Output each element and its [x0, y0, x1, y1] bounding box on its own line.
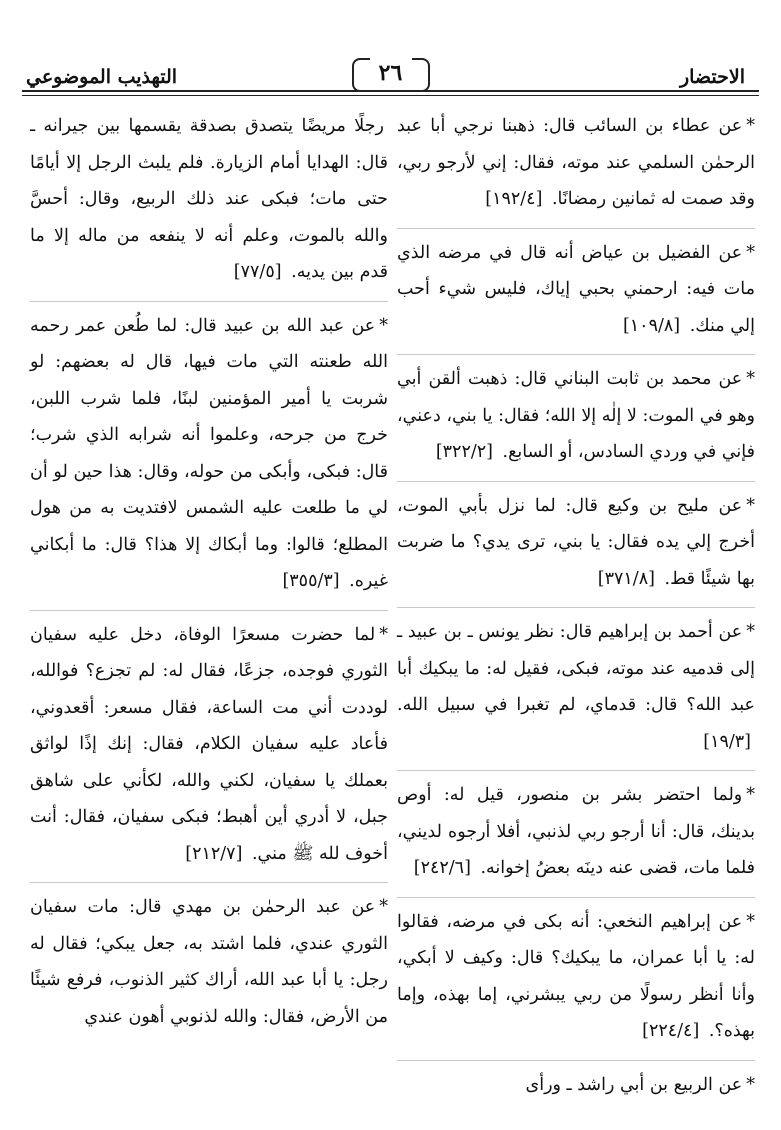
entry-star: *	[746, 369, 755, 389]
narration-entry	[397, 481, 755, 598]
entry-star: *	[746, 1074, 755, 1095]
page-number: ٢٦	[352, 56, 430, 90]
header-rule	[22, 90, 759, 92]
entry-reference: [٢٤٢/٦]	[413, 858, 471, 878]
entry-text: عن عطاء بن السائب قال: ذهبنا نرجي أبا عبد الرحمٰن السلمي عند موته، فقال: إني لأرجو ربي، وقد صمت له ثمانين رمضانًا.	[397, 116, 755, 209]
narration-entry	[30, 301, 388, 600]
entry-reference: [١٠٩/٨]	[622, 315, 681, 336]
narration-entry	[397, 897, 755, 1050]
entry-text: عن عبد الله بن عبيد قال: لما طُعن عمر رحمه الله طعنته التي مات فيها، قال له بعضهم: لو شربت يا أمير المؤمنين لبنًا، فلما شرب اللبن، خرج من جرحه، وعلموا أنه شرابه الذي شرب؛ قال: فبكى، وأبكى من حوله، وقال: هذا حين لو أن لي ما طلعت عليه الشمس لافتديت به من هول المطلع؛ قالوا: وما أبكاك إلا هذا؟ قال: ما أبكاني غيره.	[30, 315, 388, 591]
narration-entry	[30, 610, 388, 873]
chapter-title: الاحتضار	[679, 66, 745, 88]
entry-star: *	[746, 495, 755, 516]
narration-entry	[397, 354, 755, 471]
entry-star: *	[746, 911, 755, 932]
entry-reference: [٣٥٥/٣]	[282, 571, 340, 591]
entry-reference: [١٩/٣]	[703, 731, 751, 752]
entry-text: عن محمد بن ثابت البناني قال: ذهبت ألقن أبي وهو في الموت: لا إلٰه إلا الله؛ فقال: يا بني، دعني، فإني في وردي السادس، أو السابع.	[397, 369, 755, 462]
entry-star: *	[379, 315, 388, 336]
entry-reference: [٢١٢/٧]	[185, 843, 243, 864]
narration-entry	[30, 882, 388, 1035]
entry-reference: [٧٧/٥]	[233, 262, 282, 282]
narration-entry	[397, 607, 755, 760]
header-rule-thin	[22, 95, 759, 96]
entry-text: ولما احتضر بشر بن منصور، قيل له: أوص بدينك، قال: أنا أرجو ربي لذنبي، أفلا أرجوه لديني، فلما مات، قضى عنه دينَه بعضُ إخوانه.	[397, 785, 755, 878]
entry-text: عن مليح بن وكيع قال: لما نزل بأبي الموت، أخرج إلي يده فقال: يا بني، ترى يدي؟ ما ضربت بها شيئًا قط.	[397, 495, 755, 589]
entry-star: *	[379, 897, 388, 917]
narration-entry	[397, 108, 755, 218]
entry-reference: [٣٢٢/٢]	[435, 442, 493, 462]
right-column	[397, 108, 755, 1113]
narration-entry	[397, 1060, 755, 1104]
left-column	[30, 108, 388, 1045]
entry-star: *	[379, 624, 388, 645]
entry-star: *	[746, 622, 755, 642]
entry-star: *	[746, 785, 755, 805]
entry-reference: [٢٢٤/٤]	[642, 1021, 700, 1041]
entry-text: عن عبد الرحمٰن بن مهدي قال: مات سفيان الثوري عندي، فلما اشتد به، جعل يبكي؛ فقال له رجل: يا أبا عبد الله، أراك كثير الذنوب، فرفع شيئًا من الأرض، فقال: والله لذنوبي أهون عندي	[30, 897, 388, 1027]
narration-entry	[397, 228, 755, 345]
running-header	[22, 52, 759, 92]
entry-reference: [١٩٢/٤]	[485, 189, 543, 209]
entry-reference: [٣٧١/٨]	[597, 568, 655, 589]
book-title: التهذيب الموضوعي	[26, 66, 178, 88]
entry-star: *	[746, 242, 755, 263]
entry-text: عن إبراهيم النخعي: أنه بكى في مرضه، فقالوا له: يا أبا عمران، ما يبكيك؟ قال: وكيف لا أبكي، وأنا أنظر رسولًا من ربي يبشرني، إما بهذه، وإما بهذه؟.	[397, 911, 755, 1041]
entry-text: رجلًا مريضًا يتصدق بصدقة يقسمها بين جيرانه ـ قال: الهدايا أمام الزيارة. فلم يلبث الرجل إلا أيامًا حتى مات؛ فبكى عند ذلك الربيع، وقال: أحسَّ والله بالموت، وعلم أنه لا ينفعه من ماله إلا ما قدم بين يديه.	[30, 116, 388, 282]
entry-text: عن الربيع بن أبي راشد ـ ورأى	[525, 1074, 743, 1095]
entry-text: عن أحمد بن إبراهيم قال: نظر يونس ـ بن عبيد ـ إلى قدميه عند موته، فبكى، فقيل له: ما يبكيك أبا عبد الله؟ قال: قدماي، لم تغبرا في سبيل الله.	[397, 622, 755, 715]
narration-entry	[30, 108, 388, 291]
entry-text: لما حضرت مسعرًا الوفاة، دخل عليه سفيان الثوري فوجده، جزعًا، فقال له: لم تجزع؟ فوالله، لوددت أني مت الساعة، فقال مسعر: أقعدوني، فأعاد عليه سفيان الكلام، فقال: إنك إذًا لواثق بعملك يا سفيان، لكني والله، لكأني على شاهق جبل، لا أدري أين أهبط؛ فبكى سفيان، فقال: أنت أخوف لله ﷺ مني.	[30, 624, 388, 864]
entry-star: *	[746, 116, 755, 136]
narration-entry	[397, 770, 755, 887]
entry-text: عن الفضيل بن عياض أنه قال في مرضه الذي مات فيه: ارحمني بحبي إياك، فليس شيء أحب إلي منك.	[397, 242, 755, 336]
